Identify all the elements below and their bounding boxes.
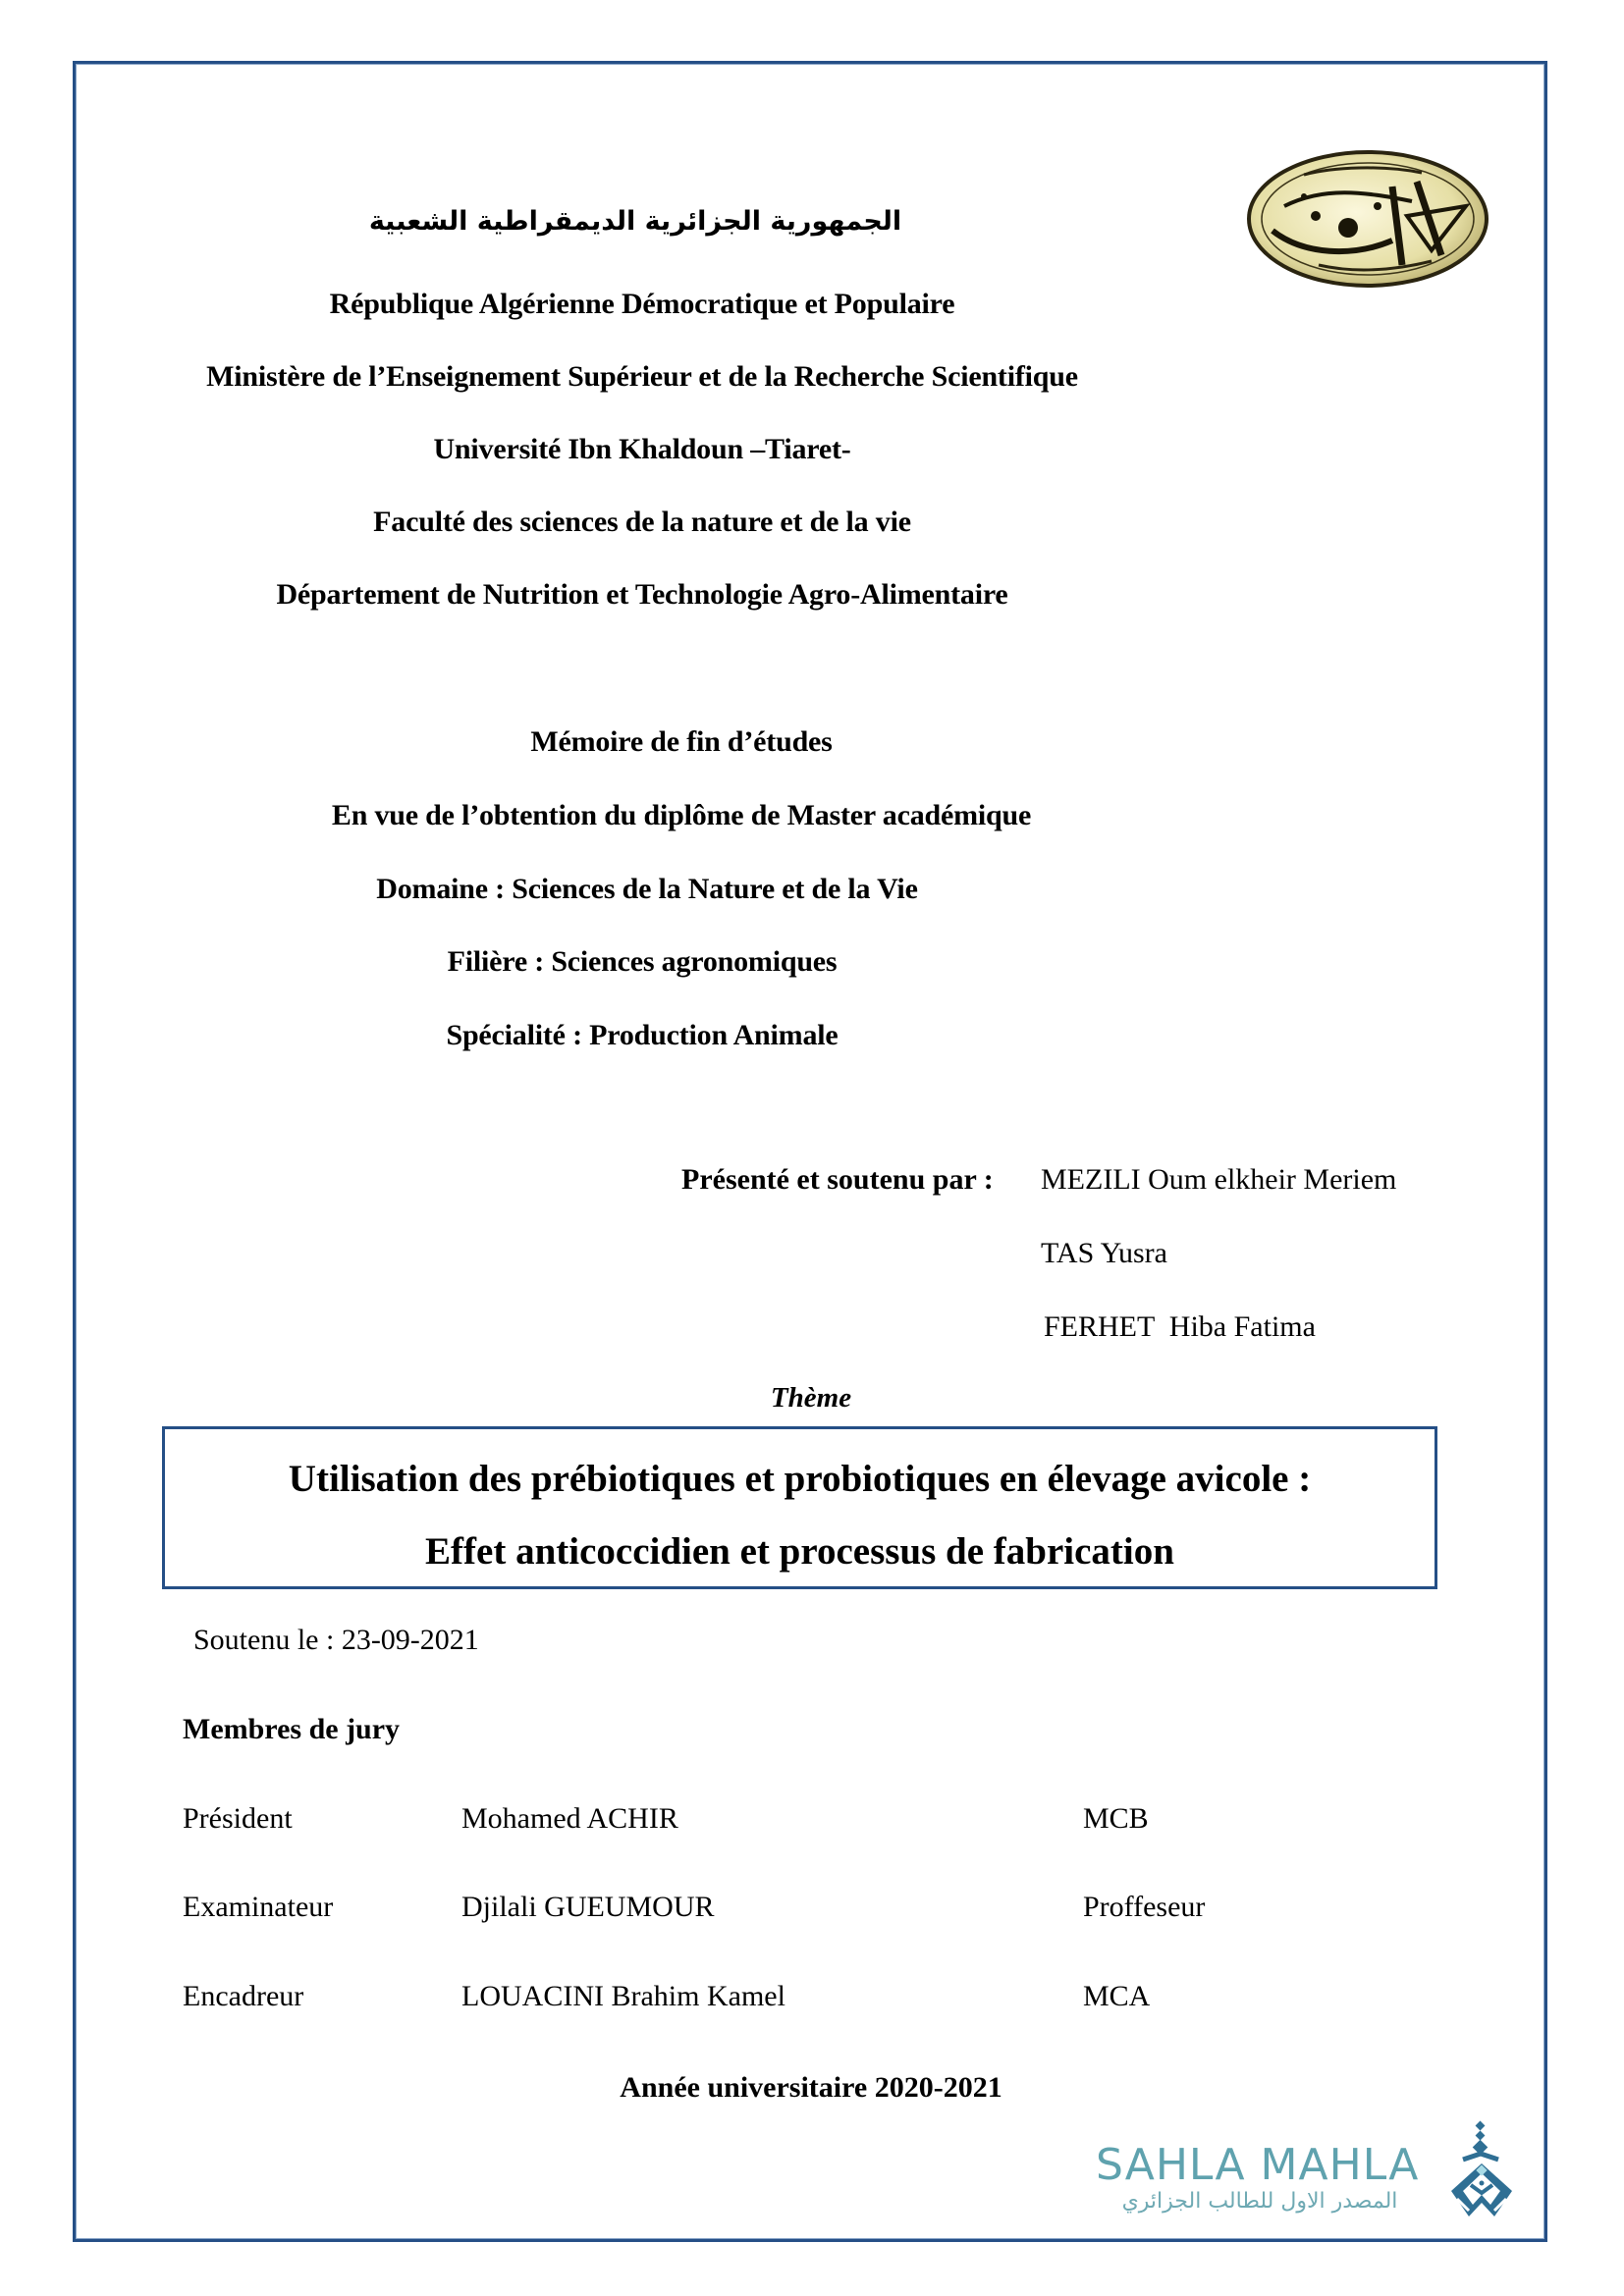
department-name: Département de Nutrition et Technologie Agro-Alimentaire — [276, 578, 1008, 611]
presenter-name: MEZILI Oum elkheir Meriem — [1041, 1163, 1397, 1196]
faculty-name: Faculté des sciences de la nature et de la vie — [373, 506, 911, 538]
presenters-label: Présenté et soutenu par : — [681, 1163, 994, 1196]
academic-year: Année universitaire 2020-2021 — [620, 2071, 1002, 2104]
jury-grade: MCA — [1083, 1980, 1151, 2012]
presenter-name: FERHET Hiba Fatima — [1044, 1310, 1316, 1343]
defense-date: Soutenu le : 23-09-2021 — [193, 1624, 479, 1656]
jury-grade: MCB — [1083, 1802, 1149, 1835]
watermark-tagline: المصدر الاول للطالب الجزائري — [1121, 2189, 1398, 2214]
arabic-republic-title: الجمهورية الجزائرية الديمقراطية الشعبية — [368, 206, 902, 237]
sahla-mahla-watermark — [1088, 2120, 1520, 2223]
republic-name: République Algérienne Démocratique et Populaire — [329, 288, 955, 320]
thesis-title-box — [162, 1426, 1437, 1589]
jury-title: Membres de jury — [183, 1713, 401, 1745]
jury-role: Encadreur — [183, 1980, 304, 2012]
thesis-domain: Domaine : Sciences de la Nature et de la Vie — [376, 873, 918, 905]
jury-role: Examinateur — [183, 1891, 334, 1923]
thesis-purpose: En vue de l’obtention du diplôme de Master académique — [331, 799, 1032, 831]
university-name: Université Ibn Khaldoun –Tiaret- — [433, 433, 851, 465]
ministry-name: Ministère de l’Enseignement Supérieur et de la Recherche Scientifique — [206, 360, 1078, 393]
jury-member-name: Djilali GUEUMOUR — [461, 1891, 715, 1923]
watermark-brand: SAHLA MAHLA — [1096, 2140, 1420, 2190]
presenter-name: TAS Yusra — [1041, 1237, 1167, 1269]
thesis-title-line-1: Utilisation des prébiotiques et probiotiques en élevage avicole : — [288, 1458, 1312, 1500]
thesis-field: Filière : Sciences agronomiques — [447, 945, 838, 978]
jury-member-name: Mohamed ACHIR — [461, 1802, 678, 1835]
jury-grade: Proffeseur — [1083, 1891, 1206, 1923]
jury-role: Président — [183, 1802, 293, 1835]
thesis-type: Mémoire de fin d’études — [530, 725, 833, 758]
theme-label: Thème — [770, 1382, 852, 1414]
thesis-specialty: Spécialité : Production Animale — [446, 1019, 839, 1051]
sahla-mahla-emblem-icon — [1443, 2120, 1520, 2223]
jury-member-name: LOUACINI Brahim Kamel — [461, 1980, 785, 2012]
thesis-title-line-2: Effet anticoccidien et processus de fabrication — [425, 1530, 1174, 1573]
